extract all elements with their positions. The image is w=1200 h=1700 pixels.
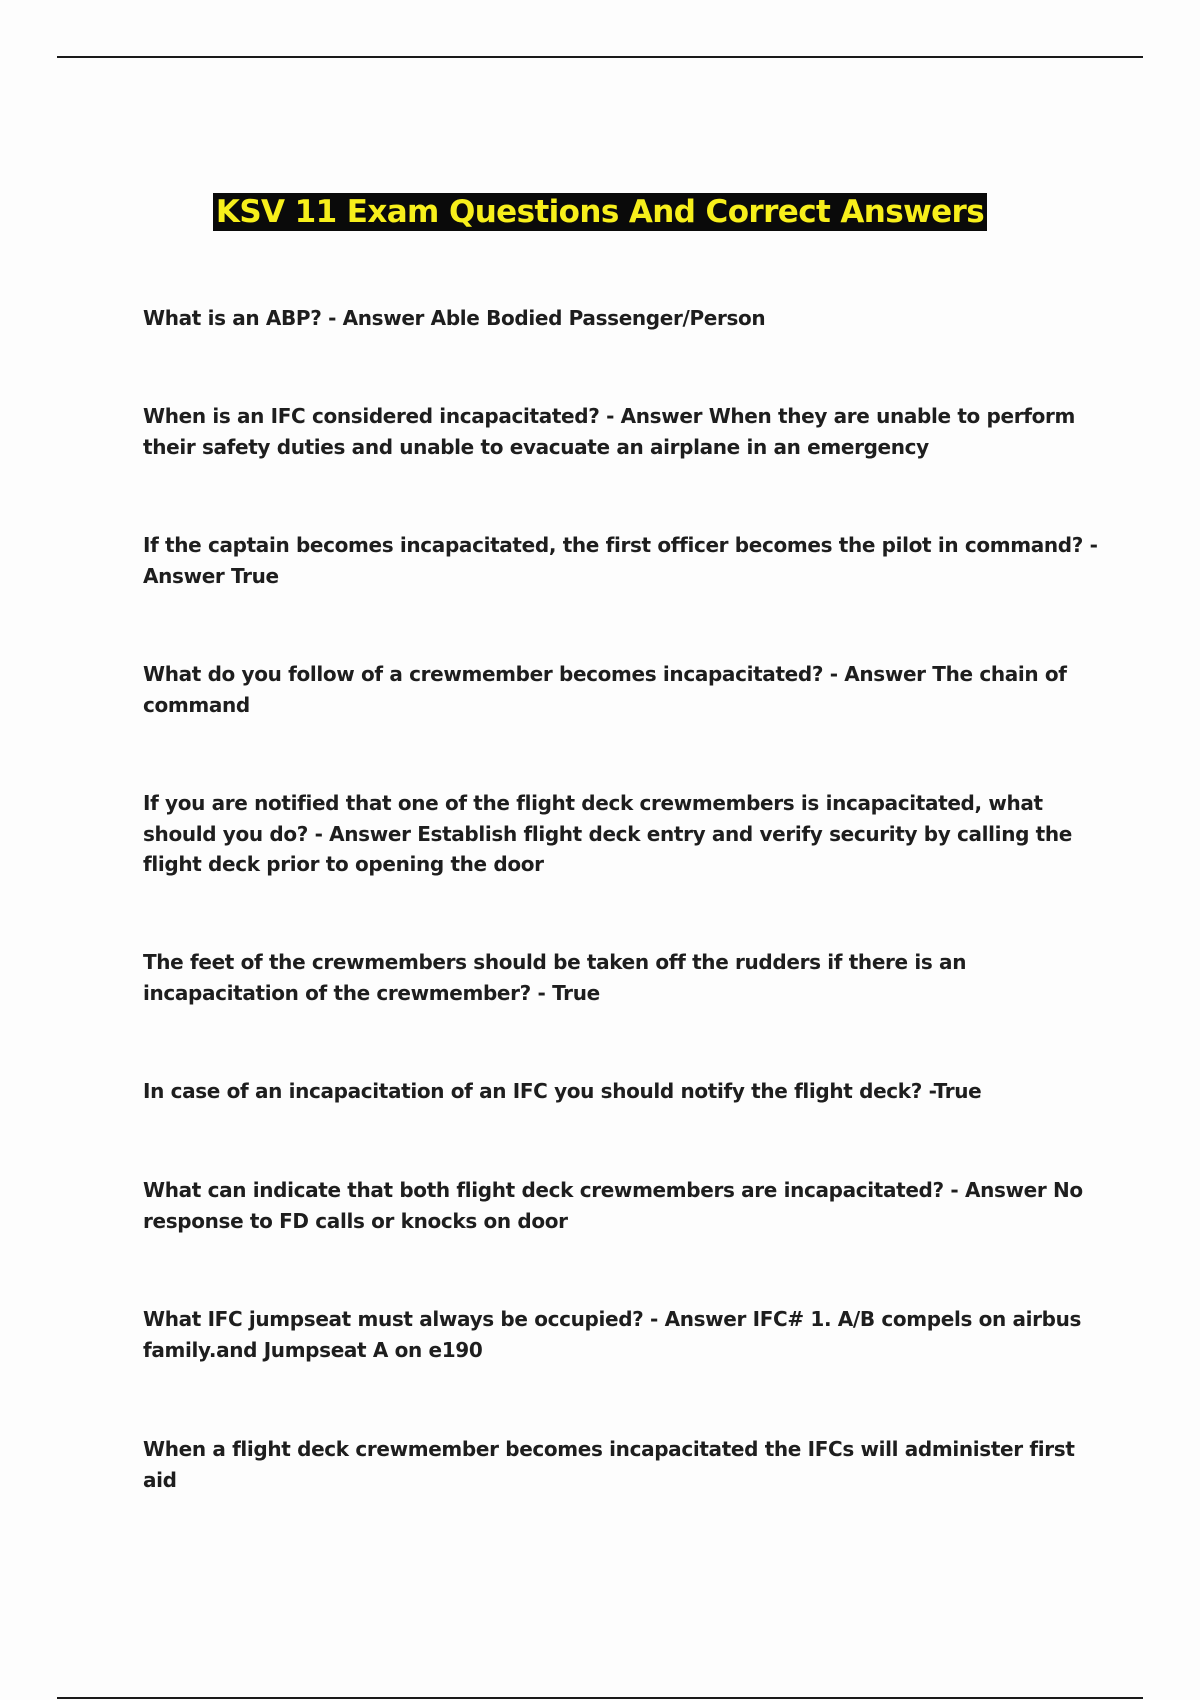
qa-item-2: When is an IFC considered incapacitated? - Answer When they are unable to perform their safety duties and unable to evacuate an airplane in an emergency [143,404,1075,459]
qa-item-9: What IFC jumpseat must always be occupied? - Answer IFC# 1. A/B compels on airbus family.and Jumpseat A on e190 [143,1307,1082,1362]
qa-item-6: The feet of the crewmembers should be taken off the rudders if there is an incapacitation of the crewmember? - True [143,950,967,1005]
title-block [0,193,1200,231]
footer-rule [57,1697,1143,1699]
qa-item-1: What is an ABP? - Answer Able Bodied Passenger/Person [143,306,766,330]
header-rule [57,56,1143,58]
qa-item-3: If the captain becomes incapacitated, the first officer becomes the pilot in command? - Answer True [143,533,1098,588]
qa-item-8: What can indicate that both flight deck crewmembers are incapacitated? - Answer No response to FD calls or knocks on door [143,1178,1083,1233]
qa-item-5: If you are notified that one of the flight deck crewmembers is incapacitated, what should you do? - Answer Establish flight deck entry and verify security by calling the flight deck prior to opening the door [143,791,1072,876]
qa-item-7: In case of an incapacitation of an IFC you should notify the flight deck? -True [143,1079,982,1103]
document-title: KSV 11 Exam Questions And Correct Answers [213,193,987,231]
qa-item-10: When a flight deck crewmember becomes incapacitated the IFCs will administer first aid [143,1437,1075,1492]
qa-item-4: What do you follow of a crewmember becomes incapacitated? - Answer The chain of command [143,662,1067,717]
